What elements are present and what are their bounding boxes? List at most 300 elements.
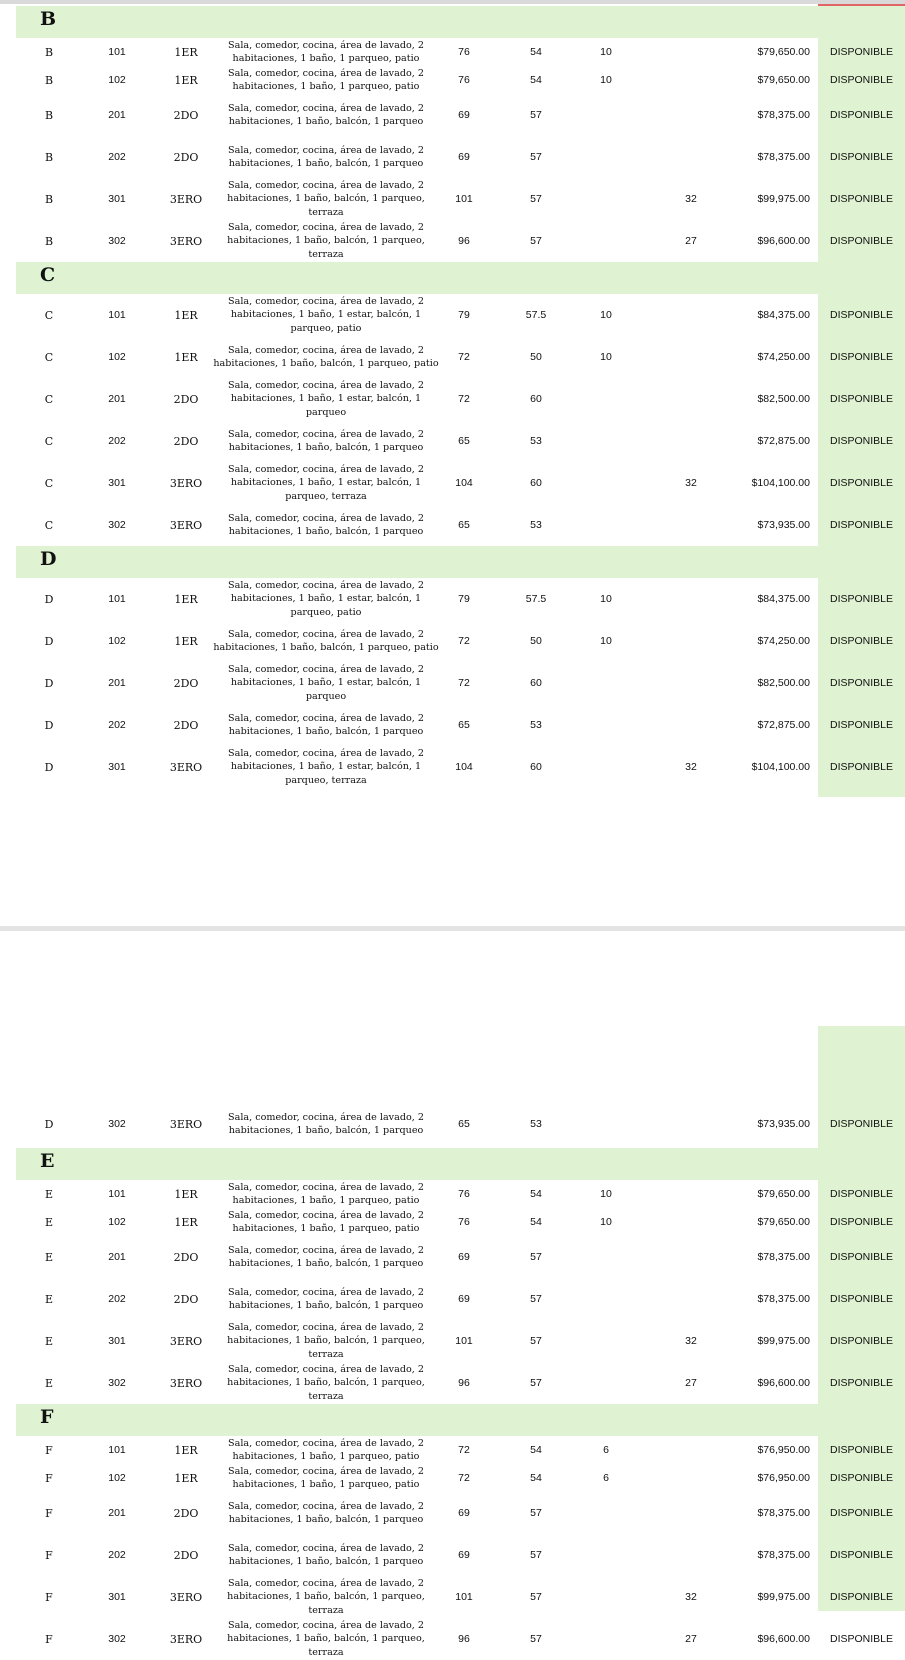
status-cell: DISPONIBLE [829, 393, 894, 405]
block-cell: F [45, 1443, 53, 1457]
status-cell: DISPONIBLE [829, 677, 894, 689]
unit-number-cell: 201 [108, 1251, 126, 1263]
description-cell: Sala, comedor, cocina, área de lavado, 2 habitaciones, 1 baño, balcón, 1 parqueo [228, 712, 424, 737]
floor-cell: 1ER [174, 73, 198, 87]
table-row [16, 746, 905, 788]
unit-number-cell: 101 [108, 309, 126, 321]
patio-area-cell [586, 1278, 626, 1320]
status-cell: DISPONIBLE [829, 1472, 894, 1484]
status-cell: DISPONIBLE [829, 74, 894, 86]
area-cell: 96 [458, 1377, 470, 1389]
floor-cell: 2DO [173, 434, 199, 448]
block-letter: D [40, 548, 57, 570]
units-table-page-2 [16, 1100, 905, 1660]
floor-cell: 1ER [174, 1443, 198, 1457]
area-secondary-cell: 57 [530, 109, 542, 121]
unit-number-cell: 102 [108, 74, 126, 86]
floor-cell: 1ER [174, 1187, 198, 1201]
patio-area-cell [586, 662, 626, 704]
block-cell: F [45, 1471, 53, 1485]
description-cell: Sala, comedor, cocina, área de lavado, 2 habitaciones, 1 baño, 1 estar, balcón, 1 parqueo, patio [228, 580, 424, 618]
description-cell: Sala, comedor, cocina, área de lavado, 2 habitaciones, 1 baño, 1 estar, balcón, 1 parqueo [228, 664, 424, 702]
terrace-area-cell [671, 420, 711, 462]
status-cell: DISPONIBLE [829, 519, 894, 531]
status-cell: DISPONIBLE [829, 1188, 894, 1200]
unit-number-cell: 301 [108, 1591, 126, 1603]
block-header-f [16, 1404, 905, 1436]
price-cell: $99,975.00 [757, 1335, 810, 1347]
patio-area-cell [586, 1320, 626, 1362]
block-cell: B [44, 45, 54, 59]
table-row [16, 662, 905, 704]
terrace-area-cell [671, 620, 711, 662]
status-cell: DISPONIBLE [829, 1377, 894, 1389]
terrace-area-cell [671, 1492, 711, 1534]
area-secondary-cell: 57 [530, 1549, 542, 1561]
block-header-e [16, 1148, 905, 1180]
price-cell: $84,375.00 [757, 309, 810, 321]
terrace-area-cell [671, 378, 711, 420]
area-cell: 69 [458, 1549, 470, 1561]
floor-cell: 2DO [173, 150, 199, 164]
floor-cell: 2DO [173, 108, 199, 122]
terrace-area-cell [671, 294, 711, 336]
patio-area-cell [586, 1576, 626, 1618]
area-secondary-cell: 50 [530, 635, 542, 647]
description-cell: Sala, comedor, cocina, área de lavado, 2 habitaciones, 1 baño, 1 parqueo, patio [228, 39, 424, 64]
floor-cell: 3ERO [169, 518, 203, 532]
table-row [16, 136, 905, 178]
unit-number-cell: 102 [108, 351, 126, 363]
price-cell: $82,500.00 [757, 677, 810, 689]
terrace-area-cell [671, 1180, 711, 1208]
description-cell: Sala, comedor, cocina, área de lavado, 2 habitaciones, 1 baño, balcón, 1 parqueo [228, 144, 424, 169]
status-cell: DISPONIBLE [829, 1549, 894, 1561]
table-row [16, 620, 905, 662]
description-cell: Sala, comedor, cocina, área de lavado, 2 habitaciones, 1 baño, 1 parqueo, patio [228, 1181, 424, 1206]
table-row [16, 1180, 905, 1208]
block-cell: E [44, 1292, 54, 1306]
floor-cell: 2DO [173, 1250, 199, 1264]
description-cell: Sala, comedor, cocina, área de lavado, 2 habitaciones, 1 baño, balcón, 1 parqueo [228, 1286, 424, 1311]
unit-number-cell: 102 [108, 1472, 126, 1484]
price-cell: $99,975.00 [757, 193, 810, 205]
block-letter: F [40, 1406, 54, 1428]
table-row [16, 578, 905, 620]
area-secondary-cell: 57 [530, 1633, 542, 1645]
terrace-area-cell [671, 1436, 711, 1464]
floor-cell: 1ER [174, 350, 198, 364]
price-cell: $96,600.00 [757, 235, 810, 247]
price-cell: $79,650.00 [757, 1216, 810, 1228]
patio-area-cell [586, 504, 626, 546]
area-cell: 104 [455, 477, 473, 489]
block-cell: C [44, 476, 54, 490]
table-row [16, 38, 905, 66]
block-cell: D [44, 760, 54, 774]
price-cell: $78,375.00 [757, 1293, 810, 1305]
price-cell: $72,875.00 [757, 719, 810, 731]
floor-cell: 2DO [173, 676, 199, 690]
price-cell: $74,250.00 [757, 635, 810, 647]
area-secondary-cell: 54 [530, 1472, 542, 1484]
block-cell: B [44, 108, 54, 122]
block-cell: E [44, 1376, 54, 1390]
status-cell: DISPONIBLE [829, 309, 894, 321]
block-cell: B [44, 234, 54, 248]
area-cell: 72 [458, 351, 470, 363]
floor-cell: 3ERO [169, 476, 203, 490]
area-secondary-cell: 60 [530, 477, 542, 489]
floor-cell: 2DO [173, 1292, 199, 1306]
description-cell: Sala, comedor, cocina, área de lavado, 2 habitaciones, 1 baño, balcón, 1 parqueo, terraza [227, 180, 425, 218]
price-cell: $72,875.00 [757, 435, 810, 447]
floor-cell: 3ERO [169, 1117, 203, 1131]
status-cell: DISPONIBLE [829, 235, 894, 247]
terrace-area-cell [671, 1534, 711, 1576]
price-cell: $96,600.00 [757, 1377, 810, 1389]
unit-number-cell: 202 [108, 435, 126, 447]
table-row [16, 178, 905, 220]
patio-area-cell [586, 136, 626, 178]
area-secondary-cell: 57 [530, 1251, 542, 1263]
floor-cell: 3ERO [169, 1376, 203, 1390]
area-cell: 104 [455, 761, 473, 773]
status-cell: DISPONIBLE [829, 761, 894, 773]
terrace-area-cell [671, 662, 711, 704]
patio-area-cell [586, 704, 626, 746]
terrace-area-cell [671, 136, 711, 178]
unit-number-cell: 101 [108, 593, 126, 605]
area-secondary-cell: 57 [530, 235, 542, 247]
description-cell: Sala, comedor, cocina, área de lavado, 2 habitaciones, 1 baño, balcón, 1 parqueo [228, 1111, 424, 1136]
page-top-border [0, 0, 905, 4]
area-secondary-cell: 53 [530, 719, 542, 731]
price-cell: $74,250.00 [757, 351, 810, 363]
area-cell: 65 [458, 719, 470, 731]
floor-cell: 1ER [174, 45, 198, 59]
patio-area-cell [586, 378, 626, 420]
description-cell: Sala, comedor, cocina, área de lavado, 2 habitaciones, 1 baño, balcón, 1 parqueo, patio [213, 344, 439, 369]
terrace-area-cell: 32 [685, 1335, 697, 1347]
table-row [16, 1464, 905, 1492]
area-cell: 79 [458, 593, 470, 605]
price-cell: $104,100.00 [751, 761, 810, 773]
patio-area-cell: 10 [600, 46, 612, 58]
table-row [16, 66, 905, 94]
terrace-area-cell: 32 [685, 477, 697, 489]
patio-area-cell: 10 [600, 1188, 612, 1200]
patio-area-cell [586, 1618, 626, 1660]
description-cell: Sala, comedor, cocina, área de lavado, 2 habitaciones, 1 baño, balcón, 1 parqueo [228, 512, 424, 537]
area-secondary-cell: 60 [530, 761, 542, 773]
block-header-c [16, 262, 905, 294]
price-cell: $73,935.00 [757, 519, 810, 531]
unit-number-cell: 301 [108, 1335, 126, 1347]
block-cell: B [44, 150, 54, 164]
status-cell: DISPONIBLE [829, 1591, 894, 1603]
price-cell: $78,375.00 [757, 109, 810, 121]
description-cell: Sala, comedor, cocina, área de lavado, 2 habitaciones, 1 baño, balcón, 1 parqueo, patio [213, 628, 439, 653]
unit-number-cell: 202 [108, 719, 126, 731]
patio-area-cell: 6 [603, 1472, 609, 1484]
patio-area-cell [586, 1492, 626, 1534]
area-secondary-cell: 54 [530, 1188, 542, 1200]
status-cell: DISPONIBLE [829, 435, 894, 447]
status-cell: DISPONIBLE [829, 1251, 894, 1263]
area-secondary-cell: 57 [530, 1335, 542, 1347]
unit-number-cell: 201 [108, 109, 126, 121]
block-letter: E [40, 1150, 55, 1172]
price-cell: $73,935.00 [757, 1118, 810, 1130]
area-secondary-cell: 57 [530, 151, 542, 163]
description-cell: Sala, comedor, cocina, área de lavado, 2 habitaciones, 1 baño, balcón, 1 parqueo [228, 102, 424, 127]
terrace-area-cell [671, 578, 711, 620]
area-secondary-cell: 57 [530, 193, 542, 205]
area-secondary-cell: 53 [530, 519, 542, 531]
terrace-area-cell: 32 [685, 1591, 697, 1603]
area-cell: 69 [458, 1251, 470, 1263]
area-secondary-cell: 53 [530, 1118, 542, 1130]
price-cell: $96,600.00 [757, 1633, 810, 1645]
floor-cell: 2DO [173, 1506, 199, 1520]
status-cell: DISPONIBLE [829, 1444, 894, 1456]
status-cell: DISPONIBLE [829, 1118, 894, 1130]
price-cell: $78,375.00 [757, 1549, 810, 1561]
description-cell: Sala, comedor, cocina, área de lavado, 2 habitaciones, 1 baño, 1 parqueo, patio [228, 1437, 424, 1462]
area-cell: 101 [455, 1591, 473, 1603]
table-row [16, 294, 905, 336]
patio-area-cell [586, 1362, 626, 1404]
area-cell: 76 [458, 1188, 470, 1200]
unit-number-cell: 101 [108, 1444, 126, 1456]
floor-cell: 3ERO [169, 1632, 203, 1646]
terrace-area-cell: 27 [685, 1377, 697, 1389]
price-cell: $99,975.00 [757, 1591, 810, 1603]
patio-area-cell: 6 [603, 1444, 609, 1456]
table-row [16, 336, 905, 378]
block-header-b [16, 6, 905, 38]
floor-cell: 3ERO [169, 1590, 203, 1604]
description-cell: Sala, comedor, cocina, área de lavado, 2 habitaciones, 1 baño, balcón, 1 parqueo, terraza [227, 1578, 425, 1616]
table-row [16, 1278, 905, 1320]
status-cell: DISPONIBLE [829, 109, 894, 121]
terrace-area-cell [671, 1208, 711, 1236]
unit-number-cell: 201 [108, 1507, 126, 1519]
block-cell: F [45, 1506, 53, 1520]
terrace-area-cell [671, 38, 711, 66]
description-cell: Sala, comedor, cocina, área de lavado, 2 habitaciones, 1 baño, balcón, 1 parqueo [228, 1500, 424, 1525]
patio-area-cell [586, 94, 626, 136]
unit-number-cell: 202 [108, 1293, 126, 1305]
block-cell: D [44, 676, 54, 690]
table-row [16, 1100, 905, 1148]
status-cell: DISPONIBLE [829, 1293, 894, 1305]
area-cell: 76 [458, 46, 470, 58]
table-row [16, 94, 905, 136]
area-cell: 65 [458, 519, 470, 531]
area-cell: 72 [458, 1472, 470, 1484]
status-cell: DISPONIBLE [829, 1335, 894, 1347]
block-cell: C [44, 350, 54, 364]
table-row [16, 420, 905, 462]
table-row [16, 1618, 905, 1660]
price-cell: $79,650.00 [757, 74, 810, 86]
area-secondary-cell: 54 [530, 74, 542, 86]
status-cell: DISPONIBLE [829, 593, 894, 605]
floor-cell: 1ER [174, 308, 198, 322]
price-cell: $82,500.00 [757, 393, 810, 405]
block-cell: C [44, 392, 54, 406]
patio-area-cell: 10 [600, 74, 612, 86]
terrace-area-cell [671, 1100, 711, 1148]
block-cell: B [44, 192, 54, 206]
area-secondary-cell: 50 [530, 351, 542, 363]
table-row [16, 1576, 905, 1618]
terrace-area-cell [671, 1464, 711, 1492]
unit-number-cell: 202 [108, 1549, 126, 1561]
description-cell: Sala, comedor, cocina, área de lavado, 2 habitaciones, 1 baño, balcón, 1 parqueo, terraza [227, 1620, 425, 1658]
price-cell: $78,375.00 [757, 1251, 810, 1263]
floor-cell: 2DO [173, 1548, 199, 1562]
block-cell: E [44, 1215, 54, 1229]
area-cell: 72 [458, 677, 470, 689]
price-cell: $76,950.00 [757, 1472, 810, 1484]
block-cell: E [44, 1250, 54, 1264]
area-secondary-cell: 60 [530, 393, 542, 405]
description-cell: Sala, comedor, cocina, área de lavado, 2 habitaciones, 1 baño, balcón, 1 parqueo, terraza [227, 1322, 425, 1360]
block-cell: D [44, 634, 54, 648]
terrace-area-cell: 27 [685, 235, 697, 247]
patio-area-cell [586, 746, 626, 788]
unit-number-cell: 302 [108, 1118, 126, 1130]
table-row [16, 504, 905, 546]
floor-cell: 1ER [174, 634, 198, 648]
price-cell: $76,950.00 [757, 1444, 810, 1456]
table-row [16, 1492, 905, 1534]
block-letter: B [40, 8, 57, 30]
floor-cell: 3ERO [169, 760, 203, 774]
table-row [16, 1208, 905, 1236]
area-cell: 96 [458, 235, 470, 247]
unit-number-cell: 201 [108, 677, 126, 689]
area-cell: 69 [458, 151, 470, 163]
area-cell: 101 [455, 193, 473, 205]
description-cell: Sala, comedor, cocina, área de lavado, 2 habitaciones, 1 baño, 1 estar, balcón, 1 parqueo, patio [228, 296, 424, 334]
description-cell: Sala, comedor, cocina, área de lavado, 2 habitaciones, 1 baño, 1 estar, balcón, 1 parqueo [228, 380, 424, 418]
area-cell: 72 [458, 1444, 470, 1456]
patio-area-cell: 10 [600, 635, 612, 647]
status-cell: DISPONIBLE [829, 1507, 894, 1519]
description-cell: Sala, comedor, cocina, área de lavado, 2 habitaciones, 1 baño, 1 estar, balcón, 1 parqueo, terraza [228, 748, 424, 786]
area-secondary-cell: 54 [530, 46, 542, 58]
table-row [16, 704, 905, 746]
table-row [16, 1320, 905, 1362]
area-secondary-cell: 54 [530, 1216, 542, 1228]
area-secondary-cell: 57 [530, 1591, 542, 1603]
area-cell: 69 [458, 1293, 470, 1305]
unit-number-cell: 301 [108, 761, 126, 773]
page-break [0, 926, 905, 931]
terrace-area-cell [671, 704, 711, 746]
area-secondary-cell: 60 [530, 677, 542, 689]
patio-area-cell [586, 462, 626, 504]
area-cell: 65 [458, 1118, 470, 1130]
table-row [16, 462, 905, 504]
patio-area-cell [586, 420, 626, 462]
patio-area-cell [586, 1534, 626, 1576]
area-cell: 101 [455, 1335, 473, 1347]
unit-number-cell: 301 [108, 193, 126, 205]
floor-cell: 3ERO [169, 192, 203, 206]
description-cell: Sala, comedor, cocina, área de lavado, 2 habitaciones, 1 baño, balcón, 1 parqueo, terraza [227, 222, 425, 260]
price-cell: $79,650.00 [757, 46, 810, 58]
status-cell: DISPONIBLE [829, 351, 894, 363]
table-row [16, 220, 905, 262]
table-row [16, 1436, 905, 1464]
table-row [16, 1236, 905, 1278]
block-letter: C [40, 264, 56, 286]
status-cell: DISPONIBLE [829, 193, 894, 205]
price-cell: $78,375.00 [757, 151, 810, 163]
patio-area-cell: 10 [600, 1216, 612, 1228]
area-secondary-cell: 53 [530, 435, 542, 447]
patio-area-cell: 10 [600, 351, 612, 363]
terrace-area-cell [671, 504, 711, 546]
patio-area-cell: 10 [600, 593, 612, 605]
status-cell: DISPONIBLE [829, 719, 894, 731]
block-cell: B [44, 73, 54, 87]
terrace-area-cell [671, 1278, 711, 1320]
area-cell: 72 [458, 393, 470, 405]
description-cell: Sala, comedor, cocina, área de lavado, 2 habitaciones, 1 baño, balcón, 1 parqueo, terraza [227, 1364, 425, 1402]
block-cell: C [44, 308, 54, 322]
area-cell: 65 [458, 435, 470, 447]
unit-number-cell: 202 [108, 151, 126, 163]
terrace-area-cell [671, 66, 711, 94]
floor-cell: 2DO [173, 718, 199, 732]
units-table-page-1 [16, 6, 905, 788]
block-cell: C [44, 518, 54, 532]
terrace-area-cell: 27 [685, 1633, 697, 1645]
block-cell: E [44, 1334, 54, 1348]
area-cell: 79 [458, 309, 470, 321]
unit-number-cell: 302 [108, 1633, 126, 1645]
description-cell: Sala, comedor, cocina, área de lavado, 2 habitaciones, 1 baño, 1 parqueo, patio [228, 67, 424, 92]
price-cell: $78,375.00 [757, 1507, 810, 1519]
block-cell: D [44, 1117, 54, 1131]
floor-cell: 3ERO [169, 1334, 203, 1348]
unit-number-cell: 302 [108, 235, 126, 247]
block-cell: D [44, 718, 54, 732]
floor-cell: 2DO [173, 392, 199, 406]
terrace-area-cell [671, 336, 711, 378]
patio-area-cell [586, 1236, 626, 1278]
table-row [16, 1362, 905, 1404]
floor-cell: 1ER [174, 1471, 198, 1485]
description-cell: Sala, comedor, cocina, área de lavado, 2 habitaciones, 1 baño, balcón, 1 parqueo [228, 428, 424, 453]
status-cell: DISPONIBLE [829, 635, 894, 647]
area-secondary-cell: 57 [530, 1377, 542, 1389]
unit-number-cell: 302 [108, 1377, 126, 1389]
price-cell: $104,100.00 [751, 477, 810, 489]
block-cell: C [44, 434, 54, 448]
unit-number-cell: 101 [108, 46, 126, 58]
description-cell: Sala, comedor, cocina, área de lavado, 2 habitaciones, 1 baño, balcón, 1 parqueo [228, 1244, 424, 1269]
area-cell: 69 [458, 1507, 470, 1519]
terrace-area-cell: 32 [685, 761, 697, 773]
status-cell: DISPONIBLE [829, 1633, 894, 1645]
